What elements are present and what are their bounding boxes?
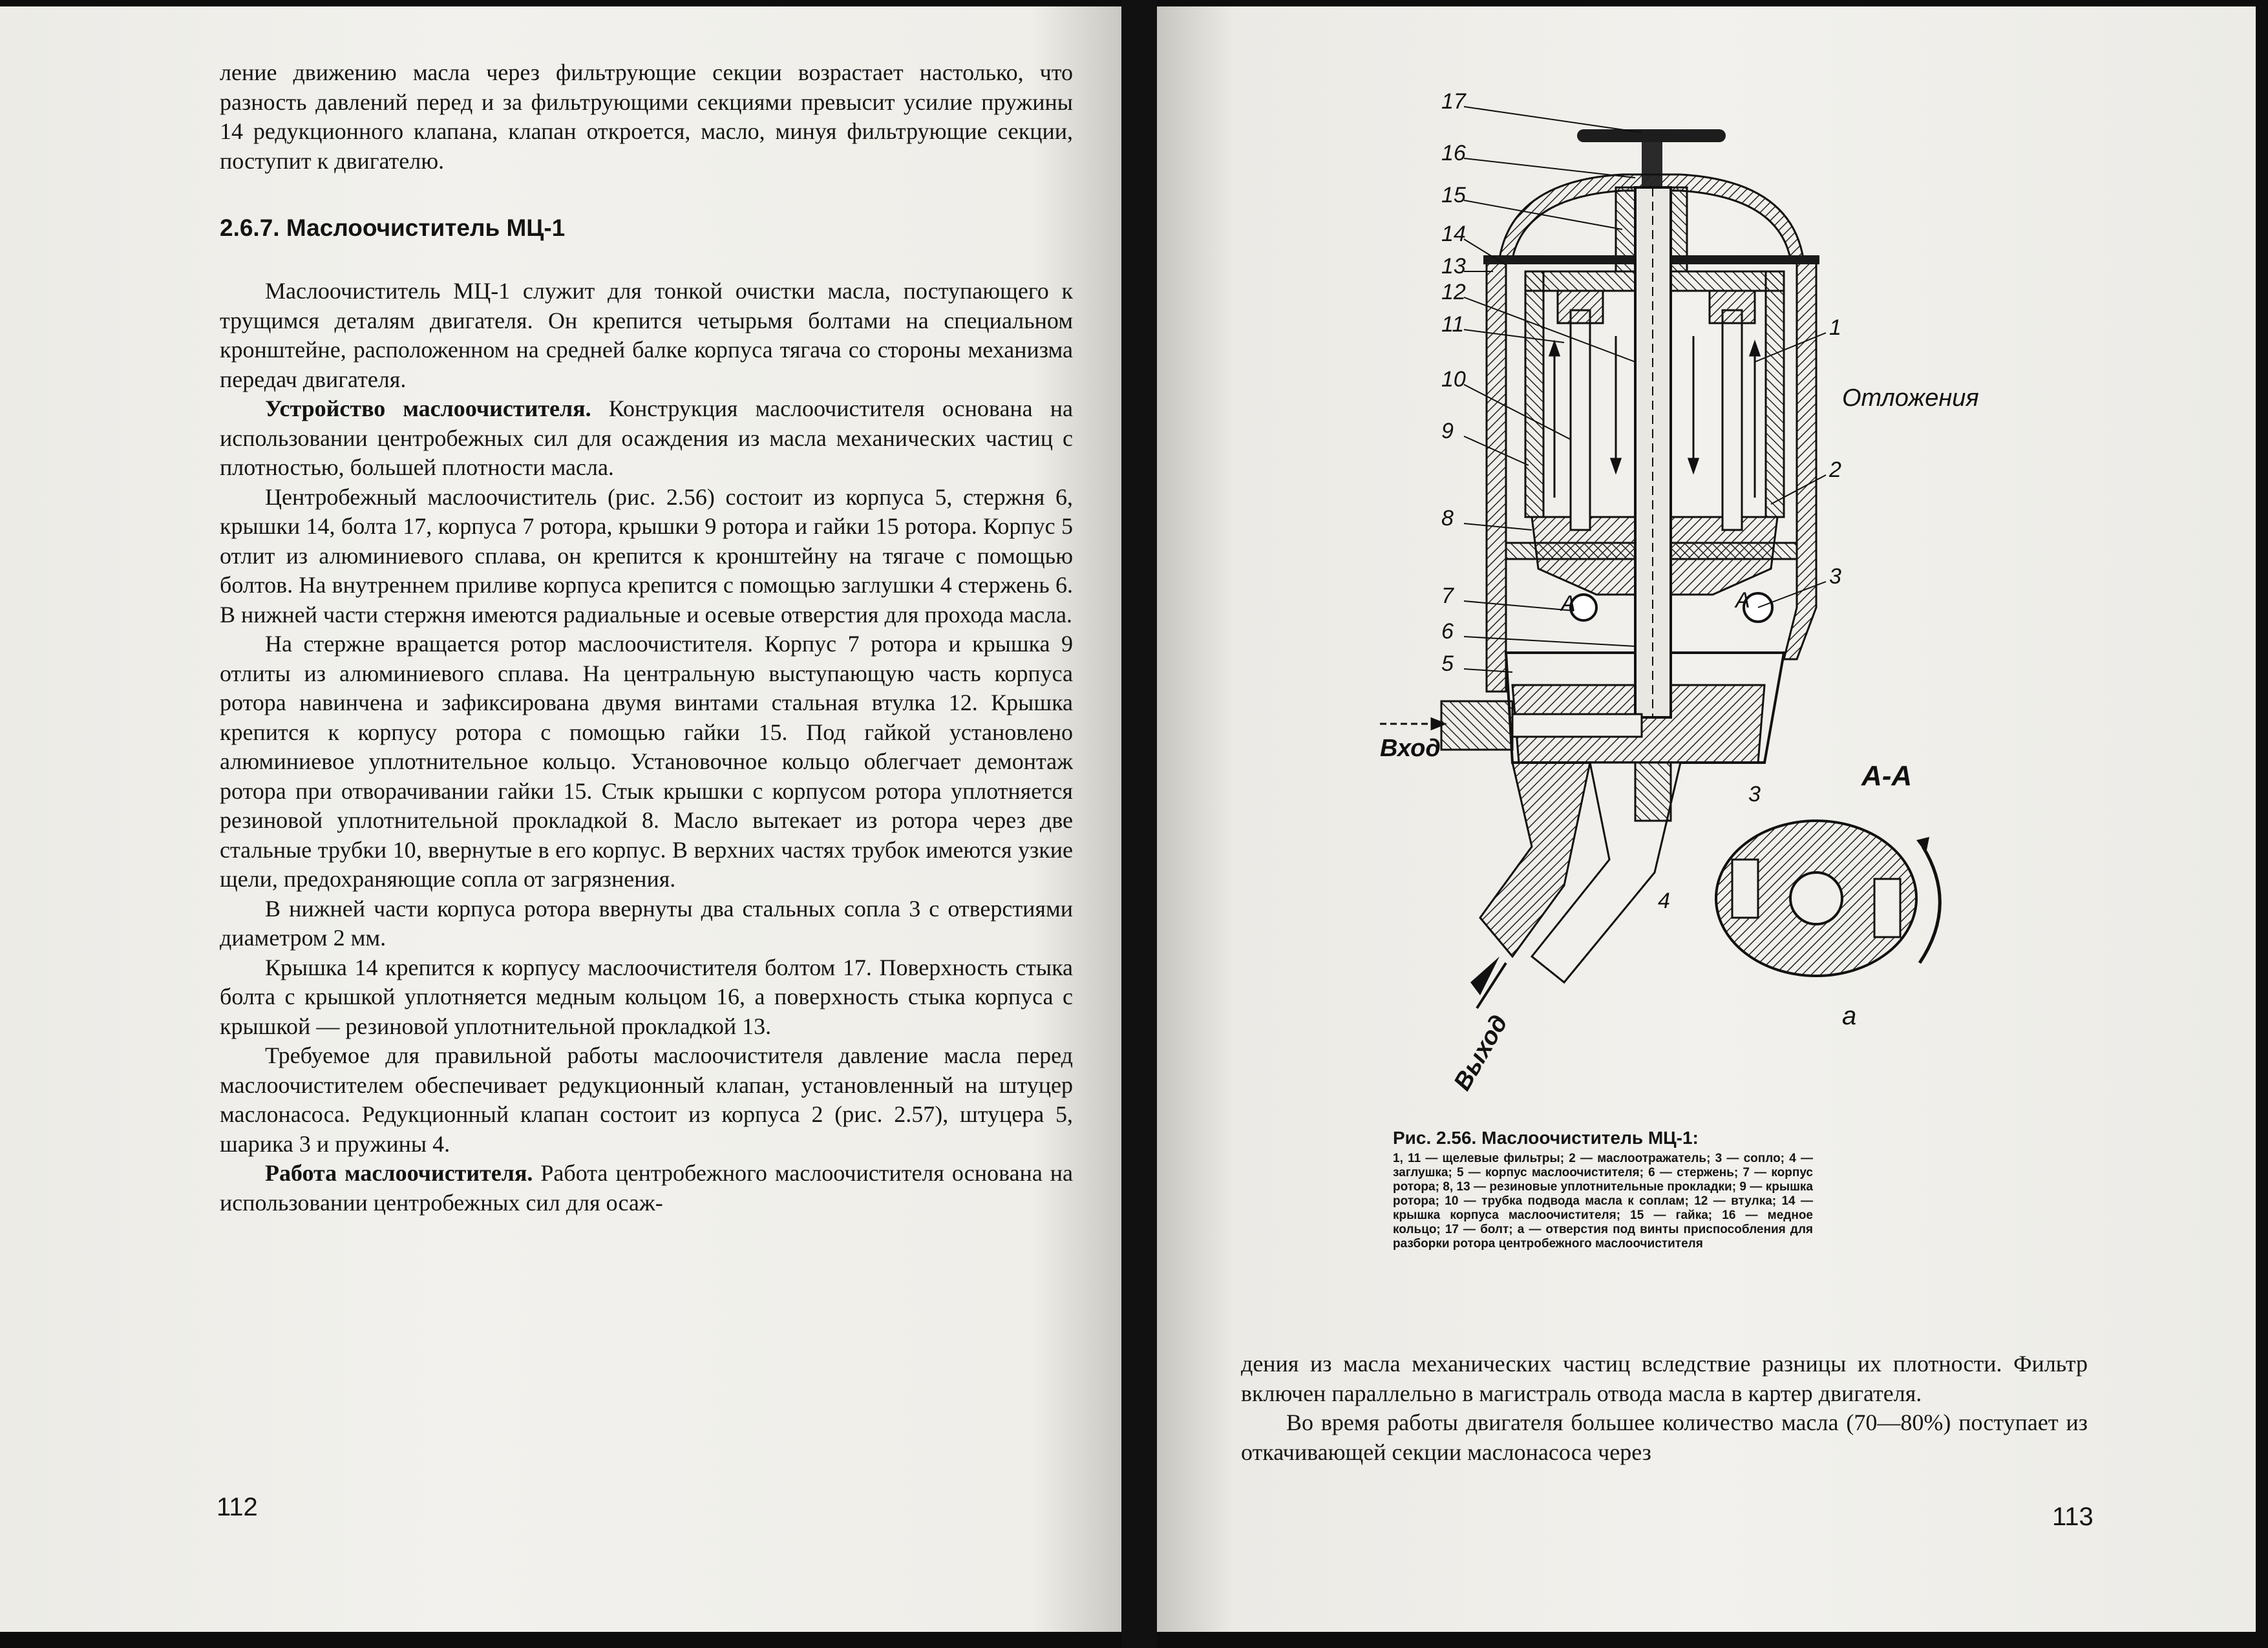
section-heading: 2.6.7. Маслоочиститель МЦ-1 <box>220 215 566 241</box>
label-15: 15 <box>1441 183 1466 207</box>
paragraph-operation-text: Работа центробежного маслоочистителя основана на использовании центробежных сил для осаж- <box>220 1160 1074 1216</box>
label-section-mark-left: А <box>1561 591 1576 616</box>
label-3-section: 3 <box>1748 782 1761 807</box>
paragraph-operation <box>220 1159 1073 1218</box>
run-in-heading-design: Устройство маслоочистителя. <box>265 396 591 421</box>
caption-legend: 1, 11 — щелевые фильтры; 2 — маслоотражатель; 3 — сопло; 4 — заглушка; 5 — корпус маслоочистителя; 6 — стержень; 7 — корпус ротора; 8, 13 — резиновые уплотнительные прокладки; 9 — крышка ротора; 10 — трубка подвода масла к соплам; 12 — втулка; 14 — крышка корпуса маслоочистителя; 15 — гайка; 16 — медное кольцо; 17 — болт; а — отверстия под винты приспособления для разборки ротора центробежного маслоочистителя <box>1393 1152 1813 1251</box>
label-4: 4 <box>1658 889 1670 913</box>
label-a: a <box>1842 1002 1857 1030</box>
label-3: 3 <box>1829 564 1841 589</box>
paragraph-continuation: дения из масла механических частиц вследствие разницы их плотности. Фильтр включен параллельно в магистраль отвода масла в картер двигателя. <box>1241 1351 2088 1406</box>
label-outlet: Выход <box>1448 1010 1514 1095</box>
caption-title: Рис. 2.56. Маслоочиститель МЦ-1: <box>1393 1128 1699 1148</box>
oil-cleaner-drawing <box>1319 78 1979 1112</box>
paragraph-valve: Требуемое для правильной работы маслоочистителя давление масла перед маслоочистителем обеспечивает редукционный клапан, установленный на штуцер маслонасоса. Редукционный клапан состоит из корпуса 2 (рис. 2.57), штуцера 5, шарика 3 и пружины 4. <box>220 1042 1073 1157</box>
label-11: 11 <box>1441 312 1465 337</box>
label-10: 10 <box>1441 367 1466 392</box>
label-13: 13 <box>1441 254 1466 279</box>
figure-caption <box>1393 1128 1813 1251</box>
label-5: 5 <box>1441 651 1454 676</box>
label-6: 6 <box>1441 619 1454 644</box>
label-section-mark-right: А <box>1735 588 1750 613</box>
left-text-column <box>220 58 1073 1218</box>
label-deposits: Отложения <box>1842 385 1979 412</box>
page-number-right: 113 <box>2052 1503 2093 1531</box>
paragraph-design-text: Конструкция маслоочистителя основана на использовании центробежных сил для осаждения из масла механических частиц с плотностью, большей плотности масла. <box>220 396 1074 480</box>
label-2: 2 <box>1829 458 1841 482</box>
page-number-left: 112 <box>217 1493 258 1521</box>
shaft-6 <box>1635 187 1671 717</box>
label-inlet: Вход <box>1380 735 1441 762</box>
label-14: 14 <box>1441 222 1466 246</box>
run-in-heading-operation: Работа маслоочистителя. <box>265 1160 533 1186</box>
paragraph-composition: Центробежный маслоочиститель (рис. 2.56) состоит из корпуса 5, стержня 6, крышки 14, болта 17, корпуса 7 ротора, крышки 9 ротора и гайки 15 ротора. Корпус 5 отлит из алюминиевого сплава, он крепится к кронштейну на тягаче с помощью болтов. На внутреннем приливе корпуса крепится с помощью заглушки 4 стержень 6. В нижней части стержня имеются радиальные и осевые отверстия для прохода масла. <box>220 483 1073 628</box>
right-page <box>1157 6 2256 1632</box>
paragraph-rotor: На стержне вращается ротор маслоочистителя. Корпус 7 ротора и крышка 9 отлиты из алюминиевого сплава. На центральную выступающую часть корпуса ротора навинчена и зафиксирована двумя винтами стальная втулка 12. Крышка крепится к корпусу ротора с помощью гайки 15. Под гайкой установлено алюминиевое уплотнительное кольцо. Установочное кольцо облегчает демонтаж ротора при отворачивании гайки 15. Стык крышки с корпусом ротора уплотняется резиновой уплотнительной прокладкой 8. Масло вытекает из ротора через две стальные трубки 10, ввернутые в его корпус. В верхних частях трубок имеются узкие щели, предохраняющие сопла от загрязнения. <box>220 631 1073 892</box>
book-gutter <box>1121 0 1157 1648</box>
paragraph-design <box>220 394 1073 483</box>
section-a-a <box>1716 821 1940 976</box>
paragraph-purpose: Маслоочиститель МЦ-1 служит для тонкой очистки масла, поступающего к трущимся деталям двигателя. Он крепится четырьмя болтами на специальном кронштейне, расположенном на средней балке корпуса тягача со стороны механизма передач двигателя. <box>220 278 1073 392</box>
paragraph-oil-distribution: Во время работы двигателя большее количество масла (70—80%) поступает из откачивающей секции маслонасоса через <box>1241 1410 2088 1465</box>
label-8: 8 <box>1441 506 1454 531</box>
label-9: 9 <box>1441 419 1454 443</box>
label-7: 7 <box>1441 584 1454 608</box>
label-1: 1 <box>1829 315 1841 340</box>
label-16: 16 <box>1441 141 1466 165</box>
outlet-pipe <box>1470 763 1680 1008</box>
right-text-column <box>1241 1349 2088 1467</box>
label-section-a-a: А-А <box>1861 760 1913 792</box>
left-page <box>0 6 1121 1632</box>
label-17: 17 <box>1441 89 1466 114</box>
paragraph-nozzles: В нижней части корпуса ротора ввернуты два стальных сопла 3 с отверстиями диаметром 2 мм. <box>220 895 1073 951</box>
label-12: 12 <box>1441 280 1466 304</box>
paragraph-continued: ление движению масла через фильтрующие секции возрастает настолько, что разность давлений перед и за фильтрующими секциями превысит усилие пружины 14 редукционного клапана, клапан откроется, масло, минуя фильтрующие секции, поступит к двигателю. <box>220 59 1073 174</box>
paragraph-cover: Крышка 14 крепится к корпусу маслоочистителя болтом 17. Поверхность стыка болта с крышкой уплотняется медным кольцом 16, а поверхность стыка корпуса с крышкой — резиновой уплотнительной прокладкой 13. <box>220 954 1073 1039</box>
